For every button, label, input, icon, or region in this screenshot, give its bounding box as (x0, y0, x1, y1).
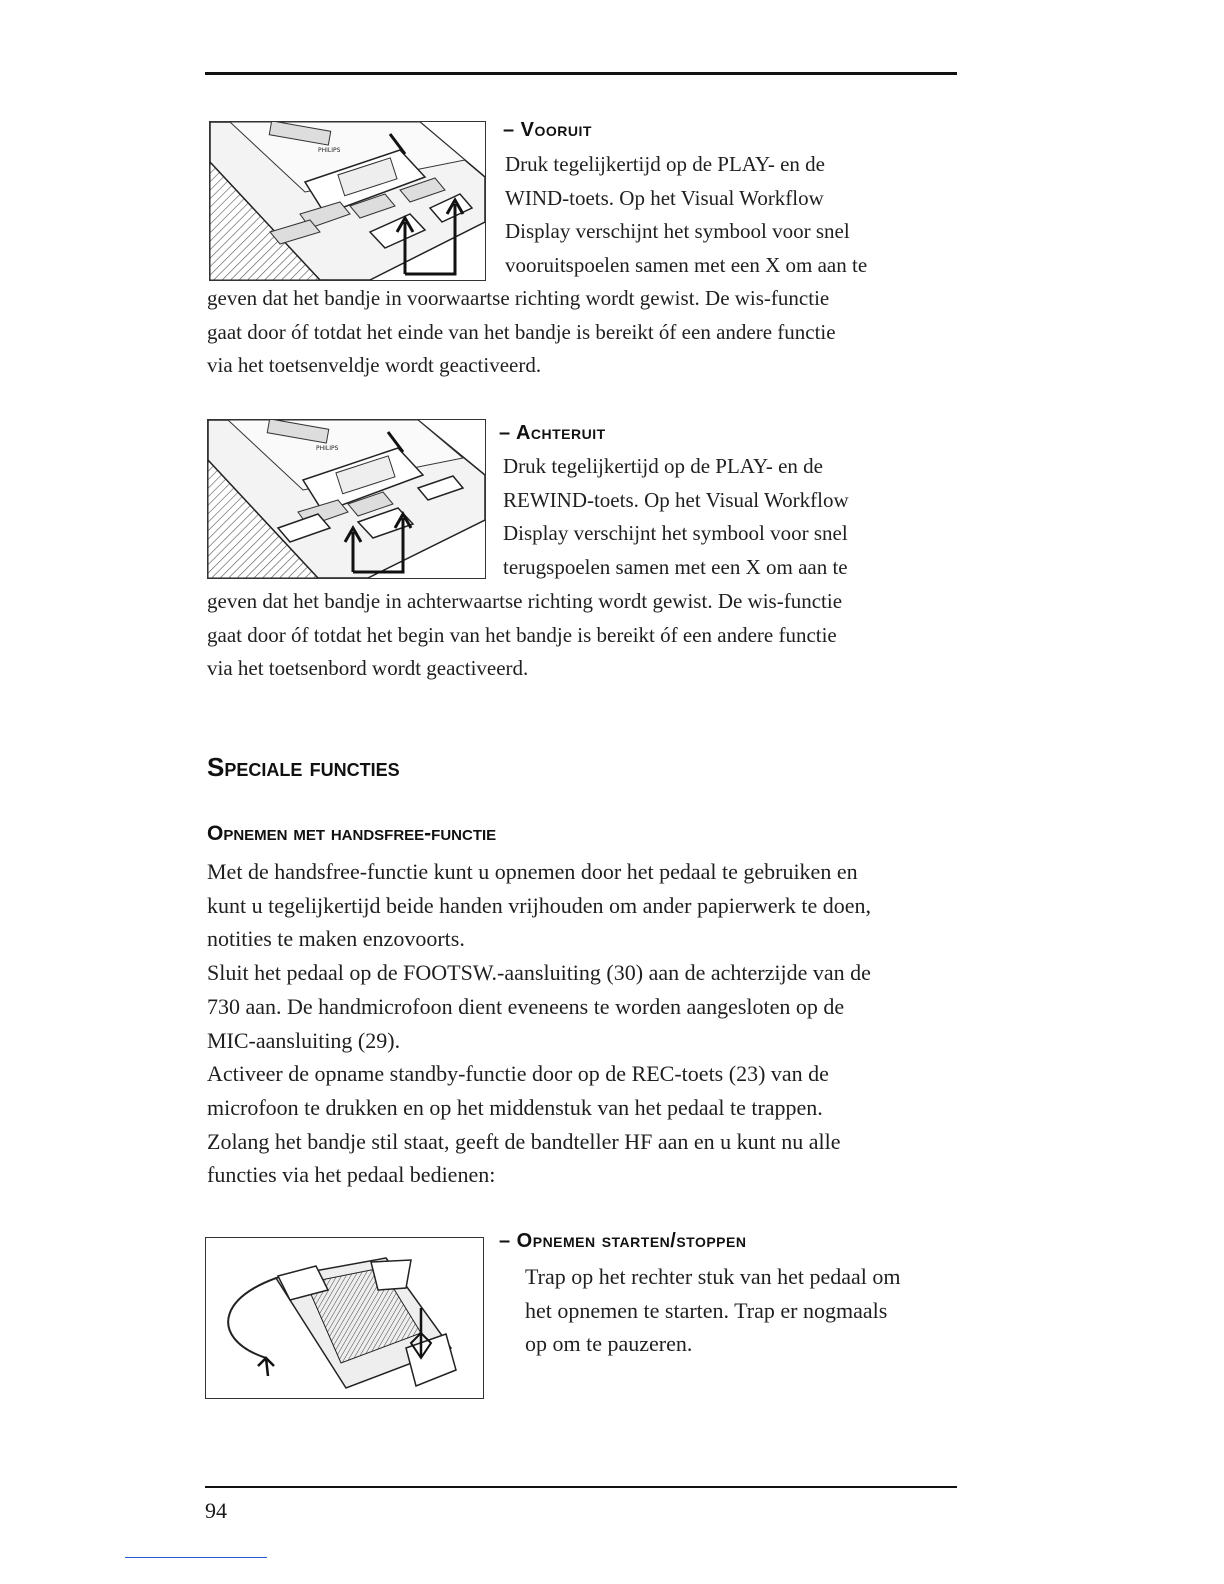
text-line: Trap op het rechter stuk van het pedaal om (525, 1264, 901, 1289)
page-number: 94 (205, 1498, 227, 1523)
text-line: kunt u tegelijkertijd beide handen vrijhouden om ander papierwerk te doen, (207, 892, 872, 918)
svg-text:PHILIPS: PHILIPS (316, 445, 339, 452)
text-line: Display verschijnt het symbool voor snel (505, 219, 850, 244)
foot-pedal-figure (205, 1237, 484, 1399)
dictation-device-rewind-icon (208, 420, 485, 578)
text-line: notities te maken enzovoorts. (207, 926, 465, 952)
dictation-device-wind-icon (210, 122, 485, 280)
opnemen-starten-text (525, 1260, 901, 1361)
achteruit-text-beside (503, 450, 849, 584)
handsfree-text (207, 855, 871, 1192)
device-wind-figure (209, 121, 486, 281)
text-line: Display verschijnt het symbool voor snel (503, 521, 848, 546)
text-line: het opnemen te starten. Trap er nogmaals (525, 1297, 888, 1323)
heading-achteruit: – Achteruit (499, 422, 606, 444)
bottom-rule (205, 1486, 957, 1488)
text-line: Druk tegelijkertijd op de PLAY- en de (503, 454, 823, 478)
text-line: functies via het pedaal bedienen: (207, 1162, 496, 1188)
vooruit-text-beside (505, 148, 867, 282)
text-line: geven dat het bandje in achterwaartse richting wordt gewist. De wis-functie (207, 589, 843, 613)
text-line: gaat door óf totdat het einde van het bandje is bereikt óf een andere functie (207, 319, 836, 344)
text-line: MIC-aansluiting (29). (207, 1027, 401, 1053)
heading-speciale-functies: Speciale functies (207, 752, 400, 782)
text-line: via het toetsenveldje wordt geactiveerd. (207, 353, 542, 378)
text-line: gaat door óf totdat het begin van het bandje is bereikt óf een andere functie (207, 622, 837, 647)
svg-text:PHILIPS: PHILIPS (318, 147, 341, 154)
text-line: microfoon te drukken en op het middenstuk van het pedaal te trappen. (207, 1094, 823, 1120)
text-line: Met de handsfree-functie kunt u opnemen door het pedaal te gebruiken en (207, 859, 858, 884)
text-line: WIND-toets. Op het Visual Workflow (505, 185, 824, 210)
text-line: 730 aan. De handmicrofoon dient eveneens te worden aangesloten op de (207, 993, 845, 1019)
achteruit-text-full (207, 585, 842, 686)
heading-vooruit: – Vooruit (503, 119, 592, 141)
text-line: geven dat het bandje in voorwaartse richting wordt gewist. De wis-functie (207, 286, 830, 310)
heading-handsfree: Opnemen met handsfree-functie (207, 822, 497, 845)
text-line: vooruitspoelen samen met een X om aan te (505, 252, 868, 277)
device-rewind-figure (207, 419, 486, 579)
text-line: terugspoelen samen met een X om aan te (503, 554, 848, 579)
heading-opnemen-starten: – Opnemen starten/stoppen (499, 1230, 747, 1252)
text-line: Activeer de opname standby-functie door op de REC-toets (23) van de (207, 1061, 829, 1087)
text-line: Druk tegelijkertijd op de PLAY- en de (505, 152, 825, 176)
footer-link-underline (125, 1557, 267, 1558)
text-line: Sluit het pedaal op de FOOTSW.-aansluiting (30) aan de achterzijde van de (207, 960, 871, 986)
top-rule (205, 72, 957, 75)
text-line: op om te pauzeren. (525, 1331, 693, 1357)
text-line: via het toetsenbord wordt geactiveerd. (207, 656, 529, 681)
foot-pedal-icon (206, 1238, 483, 1398)
text-line: REWIND-toets. Op het Visual Workflow (503, 487, 849, 512)
vooruit-text-full (207, 282, 836, 383)
text-line: Zolang het bandje stil staat, geeft de bandteller HF aan en u kunt nu alle (207, 1128, 841, 1154)
